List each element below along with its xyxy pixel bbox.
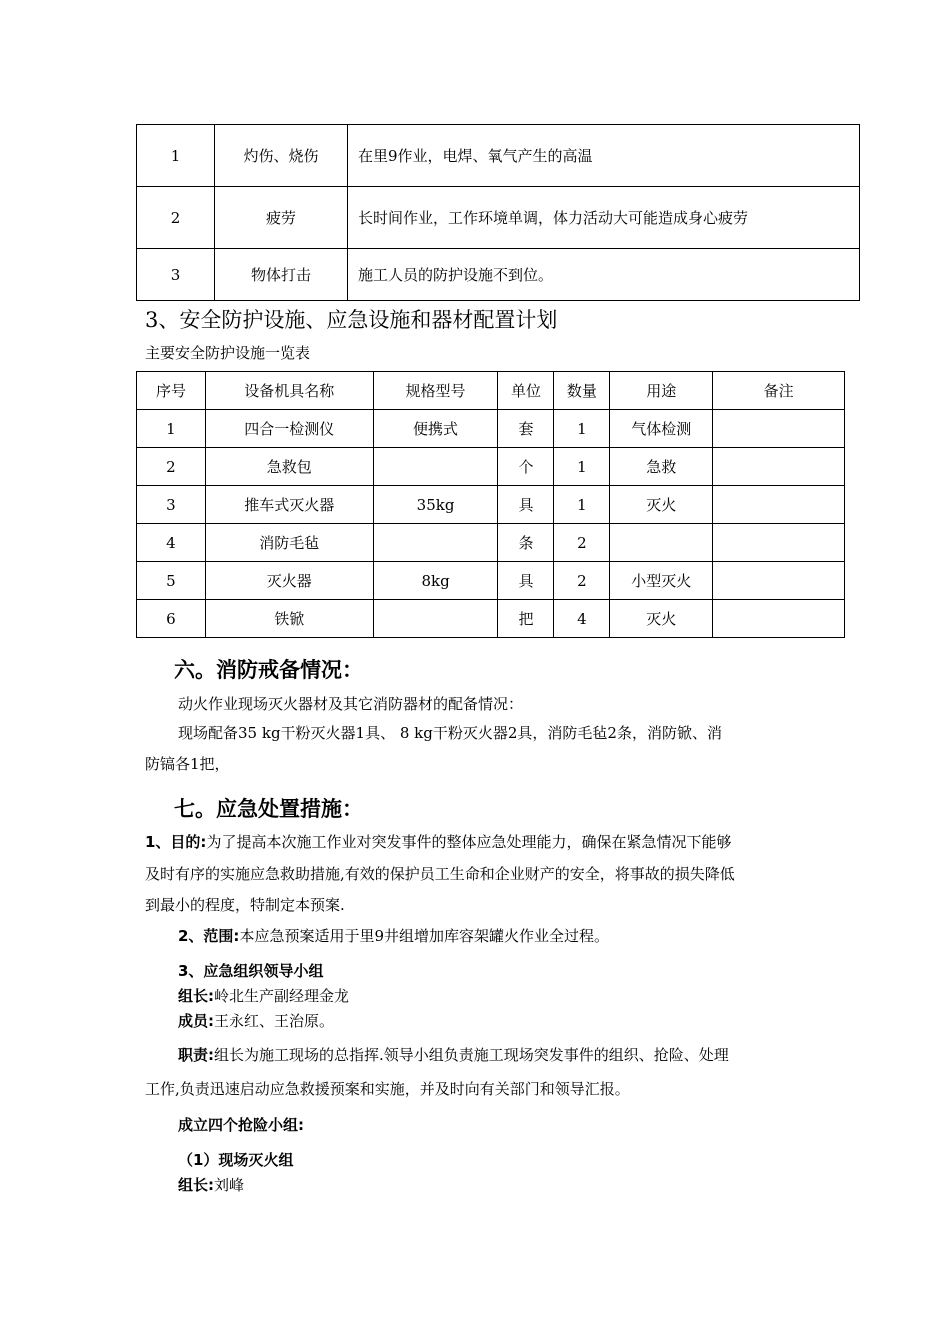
- purpose-line-1: [145, 831, 731, 852]
- hazard-no-cell: 3: [137, 249, 215, 301]
- hazard-no-cell: 1: [137, 125, 215, 187]
- equipment-cell-name: 急救包: [205, 448, 373, 486]
- hazard-name-cell: 疲劳: [215, 187, 348, 249]
- equipment-cell-remark: [713, 562, 845, 600]
- groups-title: 成立四个抢险小组:: [178, 1116, 304, 1134]
- hazard-table: [136, 124, 860, 301]
- duty-line-1: [178, 1044, 729, 1065]
- duty-line-2: 工作,负责迅速启动应急救援预案和实施，并及时向有关部门和领导汇报。: [145, 1080, 630, 1098]
- equipment-cell-spec: [373, 524, 498, 562]
- purpose-line-3: 到最小的程度，特制定本预案.: [145, 896, 345, 914]
- duty-text-1: 组长为施工现场的总指挥.领导小组负责施工现场突发事件的组织、抢险、处理: [214, 1046, 729, 1064]
- equipment-cell-qty: 2: [554, 562, 610, 600]
- equipment-row: [137, 600, 845, 638]
- equipment-header-no: 序号: [137, 372, 206, 410]
- hazard-description-cell: 长时间作业，工作环境单调，体力活动大可能造成身心疲劳: [348, 187, 860, 249]
- group-1-title: （1）现场灭火组: [178, 1151, 294, 1169]
- leader-line: [178, 985, 349, 1006]
- equipment-cell-use: 灭火: [610, 600, 713, 638]
- section-6-heading: 六。消防戒备情况：: [174, 658, 363, 682]
- scope-text: 本应急预案适用于里9井组增加库容架罐火作业全过程。: [239, 927, 609, 945]
- hazard-row: [137, 249, 860, 301]
- equipment-cell-qty: 2: [554, 524, 610, 562]
- equipment-header-spec: 规格型号: [373, 372, 498, 410]
- equipment-cell-remark: [713, 486, 845, 524]
- members-text: 王永红、王治原。: [214, 1012, 335, 1030]
- equipment-cell-name: 四合一检测仪: [205, 410, 373, 448]
- members-label: 成员:: [178, 1012, 214, 1030]
- section-6-line-3: 防镐各1把，: [145, 755, 230, 773]
- equipment-cell-name: 消防毛毡: [205, 524, 373, 562]
- hazard-row: [137, 125, 860, 187]
- equipment-cell-use: 小型灭火: [610, 562, 713, 600]
- hazard-name-cell: 灼伤、烧伤: [215, 125, 348, 187]
- hazard-description-cell: 在里9作业，电焊、氧气产生的高温: [348, 125, 860, 187]
- equipment-row: [137, 486, 845, 524]
- hazard-table-body: [137, 125, 860, 301]
- hazard-no-cell: 2: [137, 187, 215, 249]
- equipment-header-row: [137, 372, 845, 410]
- equipment-header-use: 用途: [610, 372, 713, 410]
- equipment-cell-remark: [713, 410, 845, 448]
- equipment-table-body: [137, 410, 845, 638]
- equipment-cell-spec: 35kg: [373, 486, 498, 524]
- equipment-cell-qty: 4: [554, 600, 610, 638]
- equipment-cell-no: 2: [137, 448, 206, 486]
- scope-line: [178, 925, 609, 946]
- purpose-text-1: 为了提高本次施工作业对突发事件的整体应急处理能力，确保在紧急情况下能够: [206, 833, 732, 851]
- equipment-table-head: [137, 372, 845, 410]
- equipment-cell-use: 灭火: [610, 486, 713, 524]
- equipment-cell-name: 灭火器: [205, 562, 373, 600]
- equipment-cell-spec: [373, 600, 498, 638]
- equipment-cell-unit: 条: [498, 524, 554, 562]
- section-7-heading: 七。应急处置措施：: [174, 797, 363, 821]
- equipment-cell-use: 气体检测: [610, 410, 713, 448]
- hazard-name-cell: 物体打击: [215, 249, 348, 301]
- table-caption: 主要安全防护设施一览表: [145, 344, 311, 362]
- equipment-cell-unit: 把: [498, 600, 554, 638]
- section-6-line-2: 现场配备35 kg干粉灭火器1具、 8 kg干粉灭火器2具，消防毛毡2条，消防锨、消: [178, 724, 722, 742]
- equipment-header-remark: 备注: [713, 372, 845, 410]
- equipment-row: [137, 524, 845, 562]
- equipment-row: [137, 562, 845, 600]
- members-line: [178, 1010, 334, 1031]
- equipment-cell-unit: 具: [498, 562, 554, 600]
- equipment-cell-qty: 1: [554, 448, 610, 486]
- scope-label: 2、范围:: [178, 927, 240, 945]
- equipment-cell-no: 6: [137, 600, 206, 638]
- group-1-leader-text: 刘峰: [214, 1176, 245, 1194]
- equipment-cell-qty: 1: [554, 410, 610, 448]
- purpose-label: 1、目的:: [145, 833, 207, 851]
- duty-label: 职责:: [178, 1046, 214, 1064]
- equipment-cell-no: 5: [137, 562, 206, 600]
- equipment-row: [137, 448, 845, 486]
- equipment-cell-qty: 1: [554, 486, 610, 524]
- equipment-cell-no: 1: [137, 410, 206, 448]
- equipment-cell-spec: 8kg: [373, 562, 498, 600]
- section-title: 3、安全防护设施、应急设施和器材配置计划: [145, 308, 558, 332]
- equipment-header-name: 设备机具名称: [205, 372, 373, 410]
- hazard-description-cell: 施工人员的防护设施不到位。: [348, 249, 860, 301]
- equipment-header-unit: 单位: [498, 372, 554, 410]
- equipment-cell-spec: [373, 448, 498, 486]
- leader-text: 岭北生产副经理金龙: [214, 987, 350, 1005]
- equipment-cell-unit: 套: [498, 410, 554, 448]
- equipment-cell-unit: 个: [498, 448, 554, 486]
- equipment-header-qty: 数量: [554, 372, 610, 410]
- purpose-line-2: 及时有序的实施应急救助措施,有效的保护员工生命和企业财产的安全，将事故的损失降低: [145, 865, 735, 883]
- equipment-cell-no: 4: [137, 524, 206, 562]
- group-1-leader-line: [178, 1174, 244, 1195]
- leader-label: 组长:: [178, 987, 214, 1005]
- equipment-cell-use: [610, 524, 713, 562]
- org-title: 3、应急组织领导小组: [178, 962, 324, 980]
- hazard-row: [137, 187, 860, 249]
- equipment-cell-use: 急救: [610, 448, 713, 486]
- equipment-cell-remark: [713, 600, 845, 638]
- equipment-cell-remark: [713, 448, 845, 486]
- equipment-cell-name: 推车式灭火器: [205, 486, 373, 524]
- equipment-cell-remark: [713, 524, 845, 562]
- equipment-cell-spec: 便携式: [373, 410, 498, 448]
- equipment-table: [136, 371, 845, 638]
- equipment-row: [137, 410, 845, 448]
- group-1-leader-label: 组长:: [178, 1176, 214, 1194]
- equipment-cell-unit: 具: [498, 486, 554, 524]
- section-6-line-1: 动火作业现场灭火器材及其它消防器材的配备情况：: [178, 695, 524, 713]
- equipment-cell-no: 3: [137, 486, 206, 524]
- equipment-cell-name: 铁锨: [205, 600, 373, 638]
